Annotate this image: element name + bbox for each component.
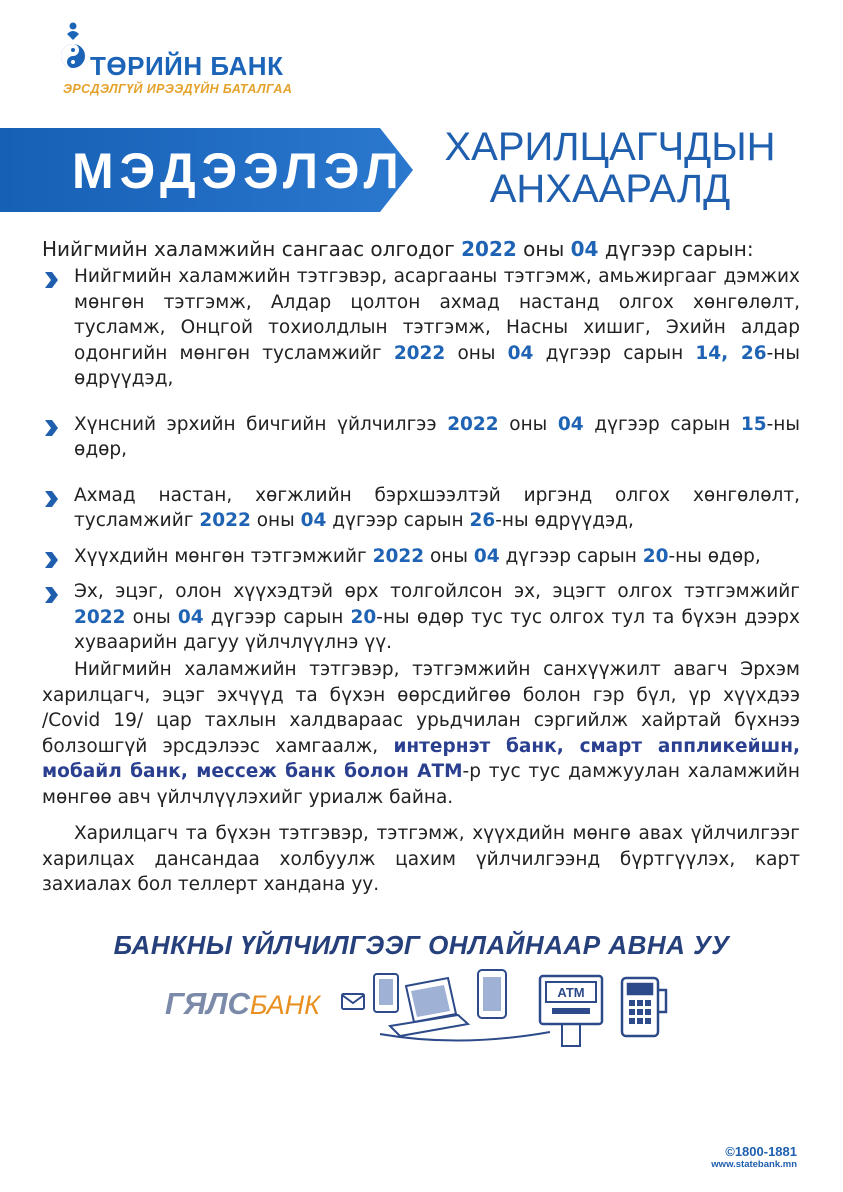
list-item	[42, 579, 800, 656]
headline-line-1: ХАРИЛЦАГЧДЫН	[444, 125, 776, 169]
item-year: 2022	[372, 545, 425, 567]
item-text: Хүүхдийн мөнгөн тэтгэмжийг	[74, 545, 373, 567]
headline	[420, 126, 800, 210]
item-text: оны	[424, 545, 474, 567]
item-days: 14, 26	[695, 342, 767, 364]
item-text: дүгээр сарын	[326, 510, 470, 531]
list-item	[42, 483, 800, 534]
item-days: 20	[350, 606, 377, 628]
item-days: 15	[740, 413, 767, 435]
banner-title: МЭДЭЭЛЭЛ	[72, 143, 405, 199]
intro-line	[42, 236, 812, 262]
headline-line-2: АНХААРАЛД	[489, 167, 731, 211]
laptop-icon	[390, 978, 468, 1036]
item-year: 2022	[74, 606, 126, 628]
item-month: 04	[473, 545, 500, 567]
schedule-list	[42, 264, 800, 666]
intro-year: 2022	[461, 237, 517, 261]
item-text: оны	[498, 413, 558, 435]
item-text: дүгээр сарын	[499, 545, 643, 567]
bank-name: ТӨРИЙН БАНК	[90, 51, 284, 81]
item-text: -ны өдөр тус тус олгох тул та бүхэн дээрх хуваарийн дагуу үйлчлүүлнэ үү.	[74, 606, 800, 653]
list-item-text	[74, 544, 800, 570]
item-month: 04	[507, 342, 534, 364]
bank-tagline: ЭРСДЭЛГҮЙ ИРЭЭДҮЙН БАТАЛГАА	[63, 82, 293, 96]
hotline-number: ©1800-1881	[725, 1144, 797, 1159]
contact-info	[711, 1144, 797, 1170]
item-month: 04	[300, 510, 327, 531]
item-text: -ны өдөр,	[668, 545, 761, 567]
item-text: дүгээр сарын	[583, 413, 741, 435]
item-text: оны	[445, 342, 508, 364]
chevron-right-icon	[44, 552, 58, 568]
item-text: дүгээр сарын	[533, 342, 696, 364]
smartphone-icon	[478, 970, 506, 1018]
website-link[interactable]: www.statebank.mn	[711, 1159, 797, 1170]
item-text: Ахмад настан, хөгжлийн бэрхшээлтэй иргэнд олгох хөнгөлөлт, тусламжийг	[74, 484, 800, 531]
connection-line	[380, 1032, 550, 1041]
chevron-right-icon	[44, 420, 58, 436]
digital-channels-illustration	[340, 968, 700, 1050]
envelope-icon	[342, 994, 364, 1009]
intro-text-3: дүгээр сарын:	[598, 237, 754, 261]
chevron-right-icon	[44, 491, 58, 507]
bank-logo	[58, 14, 328, 96]
online-services-heading: БАНКНЫ ҮЙЛЧИЛГЭЭГ ОНЛАЙНААР АВНА УУ	[113, 930, 730, 960]
list-item	[42, 544, 800, 570]
item-text: дүгээр сарын	[203, 606, 351, 628]
item-text: -ны өдрүүдэд,	[495, 510, 634, 531]
tablet-icon	[374, 974, 398, 1012]
teller-paragraph: Харилцагч та бүхэн тэтгэвэр, тэтгэмж, хүүхдийн мөнгө авах үйлчилгээг харилцах дансандаа холбуулж цахим үйлчилгээнд бүртгүүлэх, карт захиалах бол теллерт хандана уу.	[42, 823, 800, 895]
list-item-text	[74, 579, 800, 656]
intro-text-1: Нийгмийн халамжийн сангаас олгодог	[42, 237, 462, 261]
item-text: оны	[250, 510, 301, 531]
chevron-right-icon	[44, 587, 58, 603]
item-month: 04	[177, 606, 204, 628]
gyals-logo-part-2: БАНК	[249, 990, 321, 1020]
item-days: 26	[469, 510, 496, 531]
appeal-paragraph	[42, 657, 800, 810]
item-month: 04	[557, 413, 584, 435]
item-text: -ны өдрүүдэд,	[74, 342, 800, 389]
gyals-logo-part-1: ГЯЛС	[165, 986, 250, 1021]
atm-icon	[540, 976, 602, 1046]
list-item-text	[74, 412, 800, 463]
intro-month: 04	[570, 237, 599, 261]
item-text: Хүнсний эрхийн бичгийн үйлчилгээ	[74, 413, 448, 435]
card-terminal-icon	[622, 978, 666, 1036]
intro-text-2: оны	[516, 237, 571, 261]
list-item-text	[74, 483, 800, 534]
item-text: Нийгмийн халамжийн тэтгэвэр, асаргааны тэтгэмж, амьжиргааг дэмжих мөнгөн тэтгэмж, Алдар цолтон ахмад настанд олгох хөнгөлөлт, тусламж, Онцгой тохиолдлын тэтгэмж, Насны хишиг, Эхийн алдар одонгийн мөнгөн тусламжийг	[74, 266, 800, 364]
list-item	[42, 264, 800, 392]
chevron-right-icon	[44, 272, 58, 288]
atm-label: ATM	[557, 985, 585, 1000]
appeal-text: -р тус тус дамжуулан халамжийн мөнгөө авч үйлчлүүлэхийг уриалж байна.	[42, 761, 800, 808]
gyals-bank-logo	[165, 986, 345, 1026]
item-text: -ны өдөр,	[74, 413, 800, 460]
item-year: 2022	[393, 342, 446, 364]
list-item-text	[74, 264, 800, 392]
appeal-channels: интернэт банк, смарт аппликейшн, мобайл банк, мессеж банк болон АТМ	[42, 735, 801, 782]
list-item	[42, 412, 800, 463]
item-text: оны	[125, 606, 178, 628]
item-year: 2022	[447, 413, 499, 435]
item-year: 2022	[199, 510, 251, 531]
item-text: Эх, эцэг, олон хүүхэдтэй өрх толгойлсон эх, эцэгт олгох тэтгэмжийг	[74, 581, 800, 602]
bank-emblem-icon	[58, 18, 88, 82]
item-days: 20	[642, 545, 669, 567]
appeal-text: Нийгмийн халамжийн тэтгэвэр, тэтгэмжийн санхүүжилт авагч Эрхэм харилцагч, эцэг эхчүүд та бүхэн өөрсдийгөө болон гэр бүл, үр хүүхдээ /Covid 19/ цар тахлын халдвараас урьдчилан сэргийлж хайртай бүхнээ болзошгүй эрсдэлээс хамгаалж,	[42, 659, 800, 757]
